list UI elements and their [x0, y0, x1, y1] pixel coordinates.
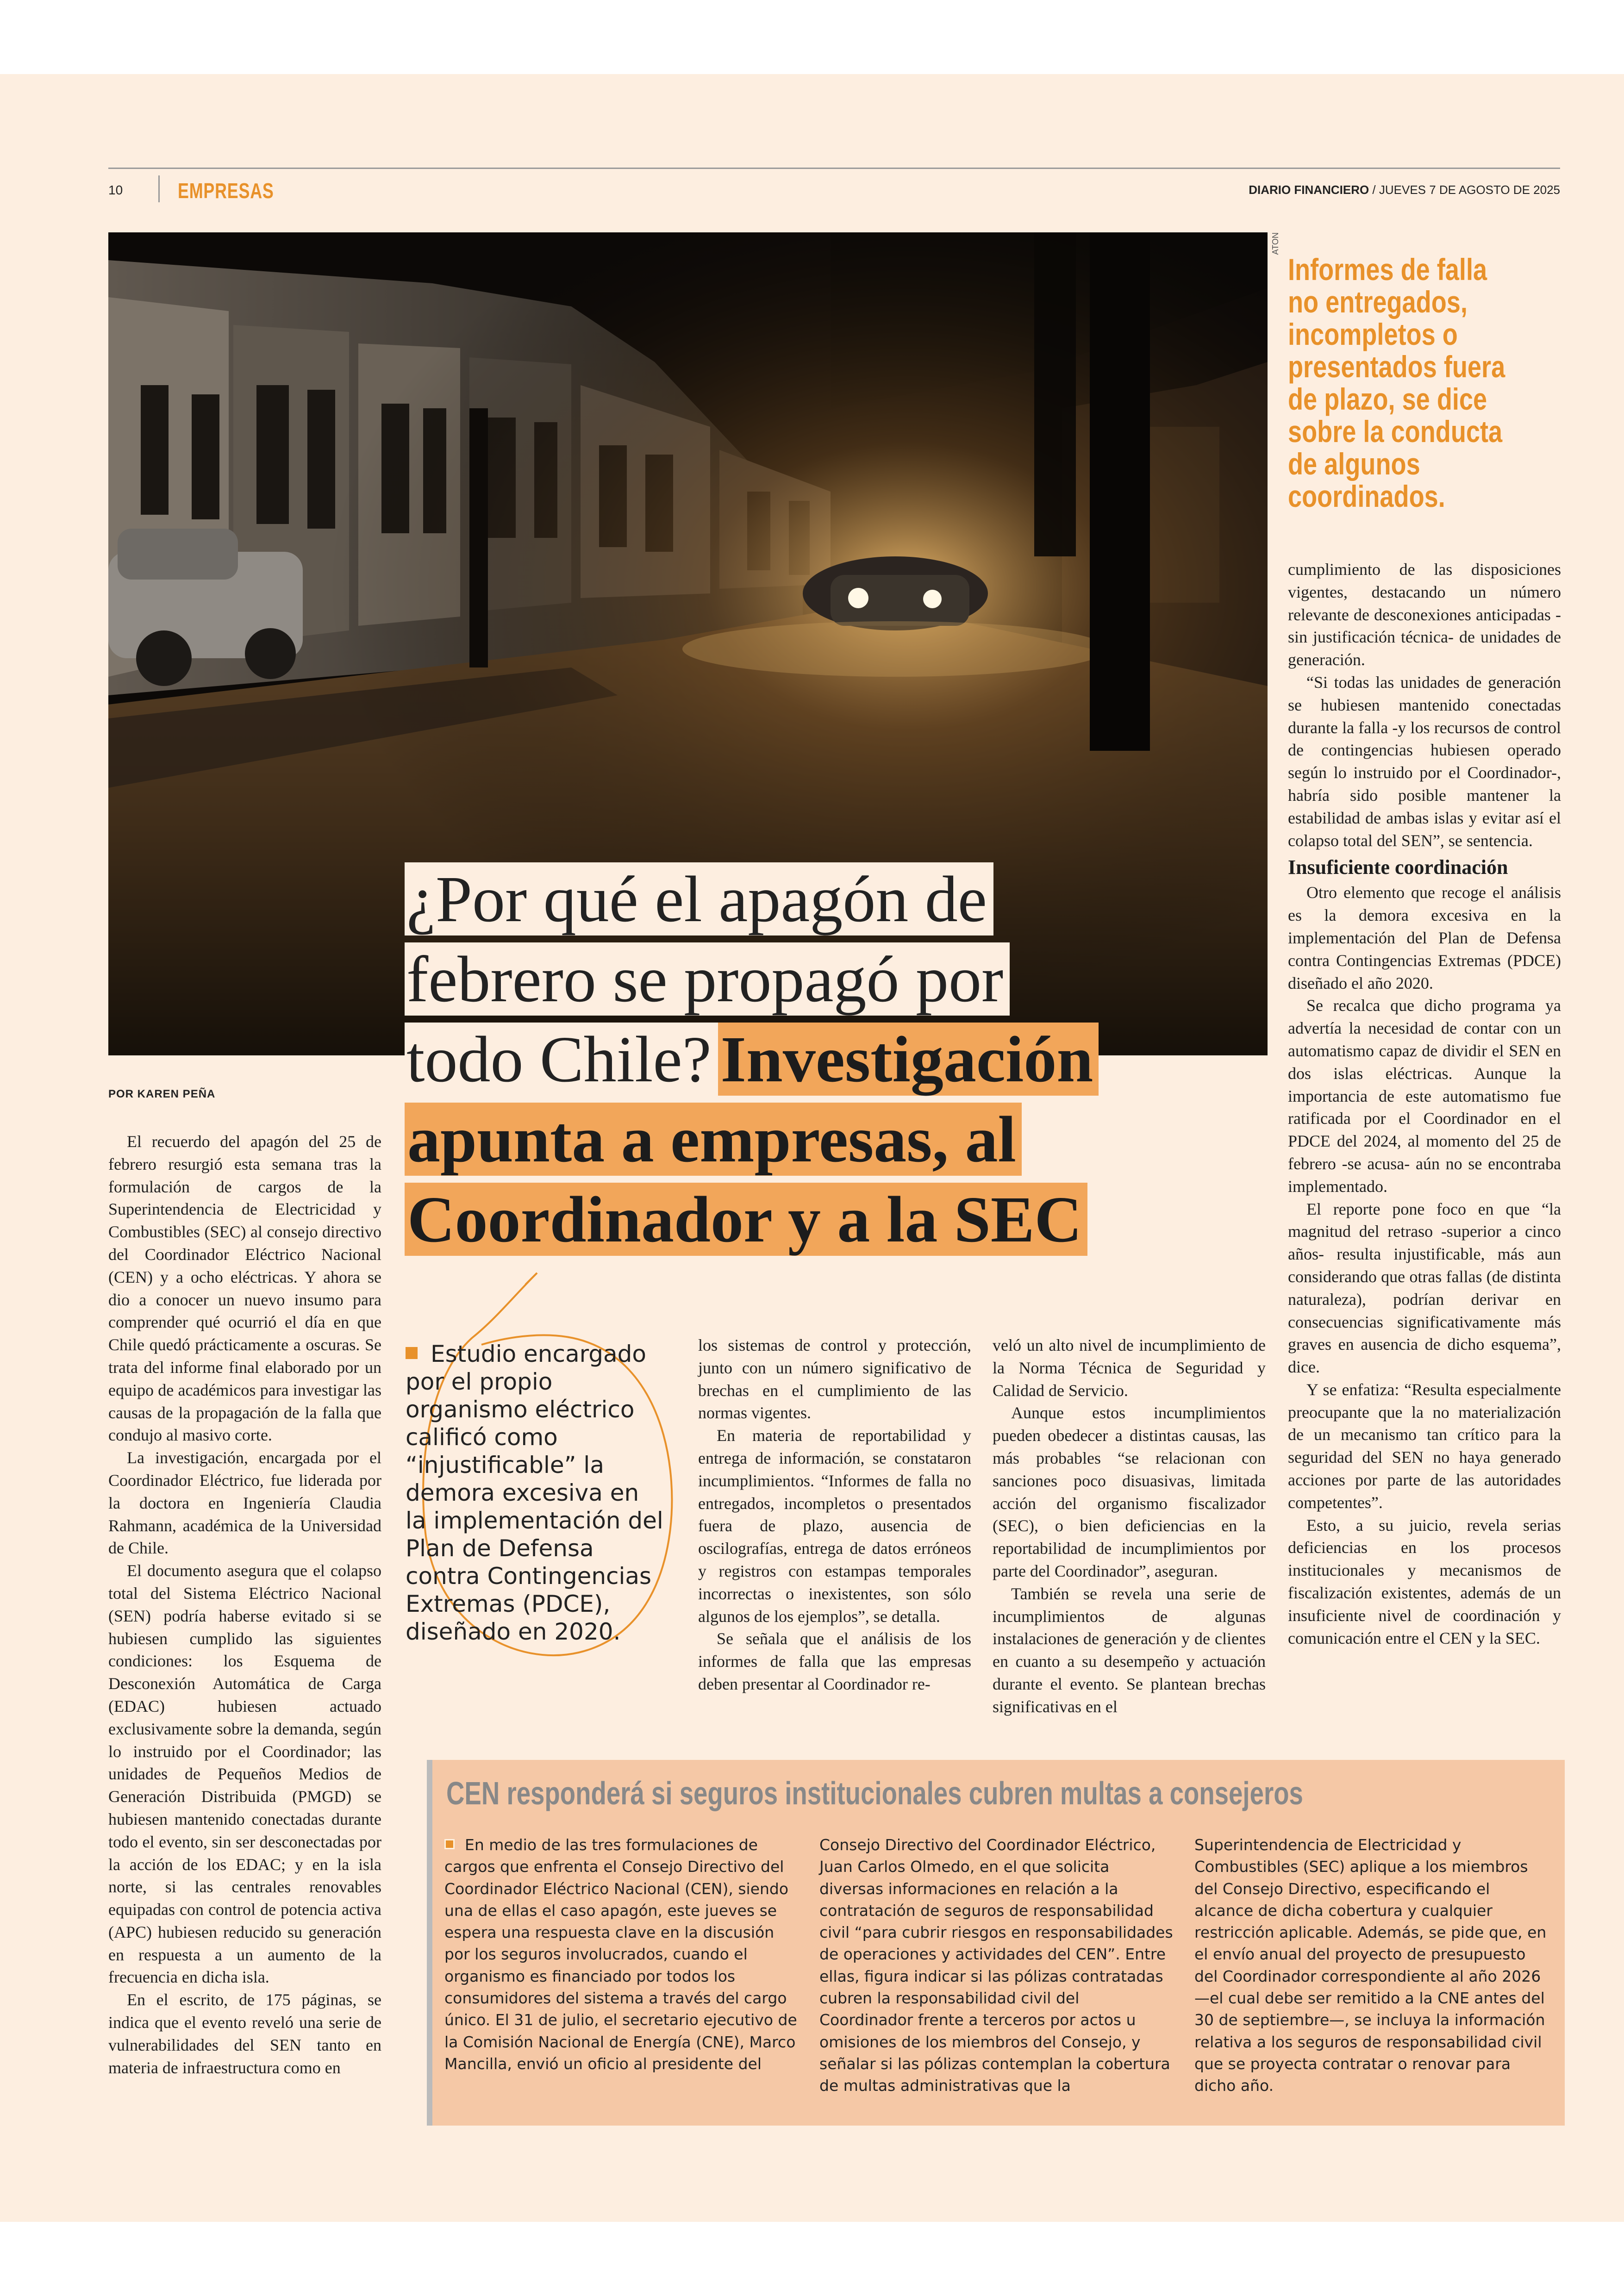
- article-column-3: [993, 1334, 1266, 1718]
- sidebar-text: Superintendencia de Electricidad y Combustibles (SEC) aplique a los miembros del Consejo Directivo, especificando el alcance de dicha cobertura y cualquier restricción aplicable. Además, se pide que, en el envío anual del proyecto de presupuesto del Coordinador correspondiente al año 2026 —el cual debe ser remitido a la CNE antes del 30 de septiembre—, se incluya la información relativa a los seguros de responsabilidad civil que se proyecta contratar o renovar para dicho año.: [1194, 1836, 1547, 2095]
- article-column-2: [698, 1334, 971, 1696]
- headline-question-1: ¿Por qué el apagón de: [405, 862, 993, 935]
- pull-quote: Informes de falla no entregados, incompletos o presentados fuera de plazo, se dice sobre la conducta de algunos coordinados.: [1288, 252, 1505, 513]
- bullet-square-icon: [406, 1347, 418, 1359]
- headline-question-2: febrero se propagó por: [405, 942, 1010, 1016]
- headline-answer-2: apunta a empresas, al: [405, 1103, 1022, 1176]
- byline: POR KAREN PEÑA: [108, 1088, 216, 1100]
- sidebar-text: Consejo Directivo del Coordinador Eléctrico, Juan Carlos Olmedo, en el que solicita diversas informaciones en relación a la contratación de seguros de responsabilidad civil “para cubrir riesgos en responsabilidades de operaciones y actividades del CEN”. Entre ellas, figura indicar si las pólizas contratadas cubren la responsabilidad civil del Coordinador frente a terceros por actos u omisiones de los miembros del Consejo, y señalar si las pólizas contemplan la cobertura de multas administrativas que la: [819, 1836, 1173, 2095]
- paragraph: En materia de reportabilidad y entrega de información, se constataron incumplimientos. “Informes de falla no entregados, incompletos o presentados fuera de plazo, ausencia de oscilografías, entrega de datos erróneos y registros con estampas temporales incorrectas o inexistentes, son sólo algunos de los ejemplos”, se detalla.: [698, 1426, 971, 1626]
- headline: [405, 859, 1275, 1260]
- paragraph: Otro elemento que recoge el análisis es la demora excesiva en la implementación del Plan de Defensa contra Contingencias Extremas (PDCE) diseñado el año 2020.: [1288, 883, 1561, 992]
- sidebar-column-1: [444, 1834, 801, 2075]
- paragraph: El recuerdo del apagón del 25 de febrero resurgió esta semana tras la formulación de cargos de la Superintendencia de Electricidad y Combustibles (SEC) al consejo directivo del Coordinador Eléctrico Nacional (CEN) y a ocho eléctricas. Y ahora se dio a conocer un nuevo insumo para comprender qué ocurrió el día en que Chile quedó prácticamente a oscuras. Se trata del informe final elaborado por un equipo de académicos para investigar las causas de la propagación de la falla que condujo al masivo corte.: [108, 1132, 381, 1445]
- paragraph: El reporte pone foco en que “la magnitud del retraso -superior a cinco años- resulta injustificable, más aun considerando que otras fallas (de distinta naturaleza), podrían derivar en consecuencias significativamente más graves en ausencia de dicho esquema”, dice.: [1288, 1199, 1561, 1377]
- issue-date: / JUEVES 7 DE AGOSTO DE 2025: [1369, 183, 1560, 197]
- paragraph: “Si todas las unidades de generación se hubiesen mantenido conectadas durante la falla -y los recursos de control de contingencias hubiesen operado según lo instruido por el Coordinador-, habría sido posible mantener la estabilidad de ambas islas y evitar así el colapso total del SEN”, se sentencia.: [1288, 673, 1561, 850]
- paragraph: Se señala que el análisis de los informes de falla que las empresas deben presentar al Coordinador re-: [698, 1629, 971, 1693]
- sidebar-column-3: [1194, 1834, 1551, 2097]
- paragraph: También se revela una serie de incumplimientos de algunas instalaciones de generación y de clientes en cuanto a su desempeño y actuación durante el evento. Se plantean brechas significativas en el: [993, 1584, 1266, 1716]
- photo-credit: ATON: [1271, 232, 1280, 255]
- article-column-4: [1288, 558, 1561, 1649]
- summary-blurb: [406, 1340, 665, 1646]
- paragraph: En el escrito, de 175 páginas, se indica que el evento reveló una serie de vulnerabilidades del SEN tanto en materia de infraestructura como en: [108, 1990, 381, 2077]
- sidebar-text: En medio de las tres formulaciones de cargos que enfrenta el Consejo Directivo del Coordinador Eléctrico Nacional (CEN), siendo una de ellas el caso apagón, este jueves se espera una respuesta clave en la discusión por los seguros involucrados, cuando el organismo es financiado por todos los consumidores del sistema a través del cargo único. El 31 de julio, el secretario ejecutivo de la Comisión Nacional de Energía (CNE), Marco Mancilla, envió un oficio al presidente del: [444, 1836, 797, 2073]
- paragraph: Esto, a su juicio, revela serias deficiencias en los procesos institucionales y mecanismos de fiscalización existentes, además de un insuficiente nivel de coordinación y comunicación entre el CEN y la SEC.: [1288, 1515, 1561, 1647]
- paragraph: Aunque estos incumplimientos pueden obedecer a distintas causas, las más probables “se relacionan con sanciones poco disuasivas, limitada acción del organismo fiscalizador (SEC), o bien deficiencias en la reportabilidad de incumplimientos por parte del Coordinador”, aseguran.: [993, 1403, 1266, 1580]
- publication-name: DIARIO FINANCIERO: [1249, 183, 1369, 197]
- sidebar-column-2: [819, 1834, 1176, 2097]
- section-label: EMPRESAS: [178, 179, 274, 203]
- summary-text: Estudio encargado por el propio organismo eléctrico calificó como “injustificable” la demora excesiva en la implementación del Plan de Defensa contra Contingencias Extremas (PDCE), diseñado en 2020.: [406, 1341, 663, 1645]
- paragraph: Y se enfatiza: “Resulta especialmente preocupante que la no materialización de un mecanismo tan crítico para la seguridad del SEN no haya generado acciones por parte de las autoridades competentes”.: [1288, 1380, 1561, 1512]
- paragraph: El documento asegura que el colapso total del Sistema Eléctrico Nacional (SEN) podría haberse evitado si se hubiesen cumplido las siguientes condiciones: los Esquema de Desconexión Automática de Carga (EDAC) hubiesen actuado exclusivamente sobre la demanda, según lo instruido por el Coordinador; las unidades de Pequeños Medios de Generación Distribuida (PMGD) se hubiesen mantenido conectadas durante todo el evento, sin ser desconectadas por la acción de los EDAC; y en la isla norte, si las centrales renovables equipadas con control de potencia activa (APC) hubiesen reducido su generación en respuesta a un aumento de la frecuencia en dicha isla.: [108, 1561, 381, 1987]
- paragraph: cumplimiento de las disposiciones vigentes, destacando un número relevante de desconexiones anticipadas -sin justificación técnica- de unidades de generación.: [1288, 560, 1561, 669]
- page-number: 10: [108, 183, 123, 197]
- headline-answer-3: Coordinador y a la SEC: [405, 1183, 1087, 1256]
- header-divider: [158, 175, 160, 202]
- subhead: Insuficiente coordinación: [1288, 856, 1508, 879]
- sidebar-box: [427, 1760, 1565, 2126]
- masthead: [1249, 183, 1560, 197]
- sidebar-title: CEN responderá si seguros institucionales cubren multas a consejeros: [446, 1775, 1303, 1811]
- headline-question-3: todo Chile?: [405, 1023, 718, 1096]
- paragraph: veló un alto nivel de incumplimiento de la Norma Técnica de Seguridad y Calidad de Servicio.: [993, 1336, 1266, 1400]
- headline-answer-1: Investigación: [718, 1023, 1099, 1096]
- page-header: [108, 168, 1560, 202]
- paragraph: Se recalca que dicho programa ya advertía la necesidad de contar con un automatismo capaz de dividir el SEN en dos islas eléctricas. Aunque la importancia de este automatismo fue ratificada por el Coordinador en el PDCE del 2024, al momento del 25 de febrero -se acusa- aún no se encontraba implementado.: [1288, 996, 1561, 1196]
- paragraph: La investigación, encargada por el Coordinador Eléctrico, fue liderada por la doctora en Ingeniería Claudia Rahmann, académica de la Universidad de Chile.: [108, 1448, 381, 1558]
- paragraph: los sistemas de control y protección, junto con un número significativo de brechas en el cumplimiento de las normas vigentes.: [698, 1336, 971, 1422]
- bullet-square-icon: [444, 1839, 455, 1849]
- article-column-1: [108, 1130, 381, 2079]
